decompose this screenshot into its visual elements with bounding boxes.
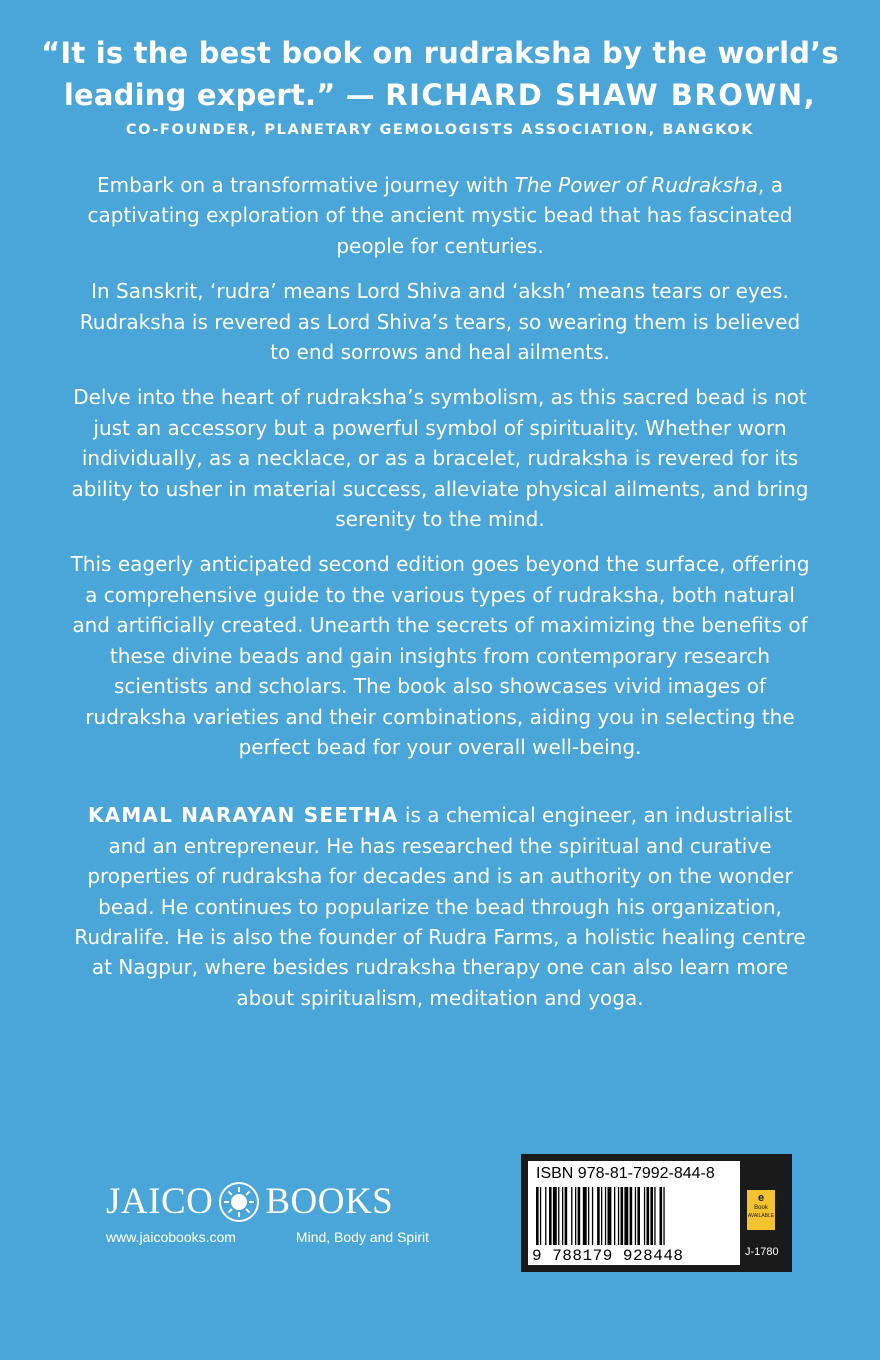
blurb-paragraph-2: In Sanskrit, ‘rudra’ means Lord Shiva and ‘aksh’ means tears or eyes. Rudraksha is revered as Lord Shiva’s tears, so wearing them is believed to end sorrows and heal ailments. [79, 279, 801, 365]
blurb [70, 170, 810, 1028]
ebook-available: AVAILABLE [747, 1213, 775, 1219]
publisher-logo [106, 1180, 429, 1223]
publisher-category: Mind, Body and Spirit [295, 1229, 429, 1245]
author-bio: KAMAL NARAYAN SEETHA is a chemical engineer, an industrialist and an entrepreneur. He has researched the spiritual and curative properties of rudraksha for decades and is an authority on the wonder bead. He continues to popularize the bead through his organization, Rudralife. He is also the founder of Rudra Farms, a holistic healing centre at Nagpur, where besides rudraksha therapy one can also learn more about spiritualism, meditation and yoga. [74, 803, 806, 1010]
barcode-digits: 9 788179 928448 [532, 1247, 684, 1265]
ebook-label: Book [754, 1205, 768, 1211]
quote-attribution: RICHARD SHAW BROWN, [385, 78, 817, 112]
endorsement-quote [40, 32, 840, 138]
blurb-paragraph-4: This eagerly anticipated second edition goes beyond the surface, offering a comprehensive guide to the various types of rudraksha, both natural and artificially created. Unearth the secrets of maximizing the benefits of these divine beads and gain insights from contemporary research scientists and scholars. The book also showcases vivid images of rudraksha varieties and their combinations, aiding you in selecting the perfect bead for your overall well-being. [70, 552, 810, 759]
sun-logo-icon [219, 1182, 259, 1222]
ebook-mark: e [757, 1192, 765, 1204]
barcode-icon [536, 1187, 732, 1247]
book-title: The Power of Rudraksha [514, 173, 759, 197]
quote-dash: — [345, 78, 375, 112]
blurb-paragraph-3: Delve into the heart of rudraksha’s symbolism, as this sacred bead is not just an accessory but a powerful symbol of spirituality. Whether worn individually, as a necklace, or as a bracelet, rudraksha is revered for its ability to usher in material success, alleviate physical ailments, and bring serenity to the mind. [71, 385, 809, 532]
publisher-block [106, 1180, 429, 1245]
barcode-panel [521, 1154, 792, 1272]
author-name: KAMAL NARAYAN SEETHA [87, 803, 399, 828]
ebook-badge [747, 1190, 775, 1230]
quote-text: “It is the best book on rudraksha by the world’s leading expert.” [41, 36, 839, 112]
book-code: J-1780 [745, 1246, 779, 1258]
publisher-name-left: JAICO [106, 1181, 214, 1222]
quote-affiliation: CO-FOUNDER, PLANETARY GEMOLOGISTS ASSOCIATION, BANGKOK [125, 122, 755, 138]
isbn-label: ISBN 978-81-7992-844-8 [536, 1165, 715, 1182]
publisher-website: www.jaicobooks.com [106, 1229, 236, 1245]
blurb-paragraph-1: Embark on a transformative journey with The Power of Rudraksha, a captivating exploration of the ancient mystic bead that has fascinated people for centuries. [87, 173, 793, 258]
publisher-name-right: BOOKS [265, 1181, 394, 1222]
